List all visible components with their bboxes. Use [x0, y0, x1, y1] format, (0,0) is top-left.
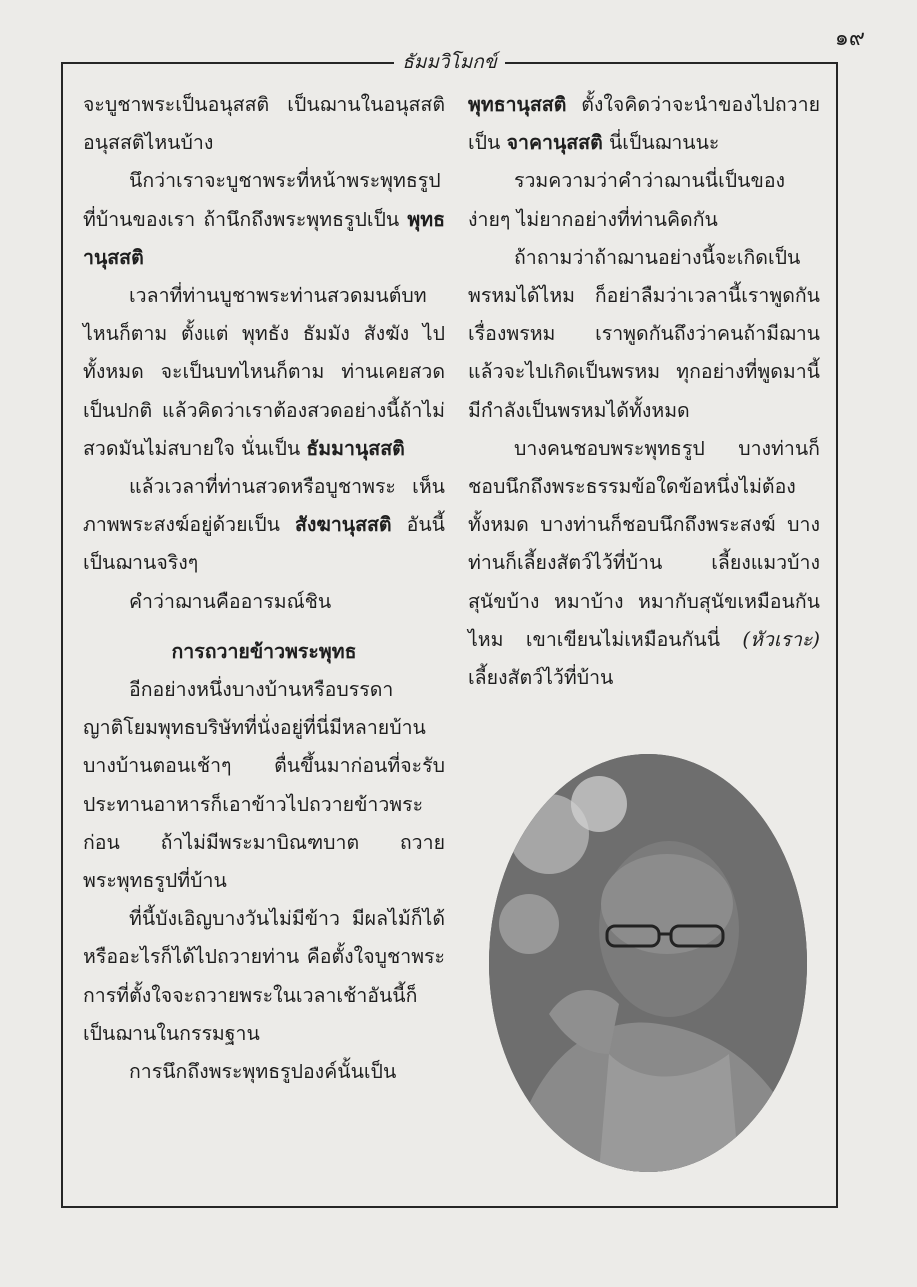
paragraph: การนึกถึงพระพุทธรูปองค์นั้นเป็น: [129, 1060, 397, 1084]
paragraph: บางคนชอบพระพุทธรูป บางท่านก็ชอบนึกถึงพระธรรมข้อใดข้อหนึ่งไม่ต้องทั้งหมด บางท่านก็ชอบนึกถึงพระสงฆ์ บางท่านก็เลี้ยงสัตว์ไว้ที่บ้าน เลี้ยงแมวบ้าง สุนัขบ้าง หมาบ้าง หมากับสุนัขเหมือนกันไหม เขาเขียนไม่เหมือนกันนี่ (หัวเราะ) เลี้ยงสัตว์ไว้ที่บ้าน: [468, 436, 820, 690]
paragraph: เวลาที่ท่านบูชาพระท่านสวดมนต์บทไหนก็ตาม ตั้งแต่ พุทธัง ธัมมัง สังฆัง ไปทั้งหมด จะเป็นบทไหนก็ตาม ท่านเคยสวดเป็นปกติ แล้วคิดว่าเราต้องสวดอย่างนี้ถ้าไม่สวดมันไม่สบายใจ นั่นเป็น ธัมมานุสสติ: [83, 284, 445, 460]
monk-portrait-photo: [489, 754, 807, 1172]
left-column: [83, 86, 445, 1091]
section-heading: การถวายข้าวพระพุทธ: [171, 639, 357, 663]
running-header: [63, 50, 836, 74]
paragraph: ที่นี้บังเอิญบางวันไม่มีข้าว มีผลไม้ก็ได้ หรืออะไรก็ได้ไปถวายท่าน คือตั้งใจบูชาพระ การที่ตั้งใจจะถวายพระในเวลาเช้าอันนี้ก็เป็นฌานในกรรมฐาน: [83, 907, 445, 1045]
paragraph: คำว่าฌานคืออารมณ์ชิน: [129, 589, 332, 613]
page-number: ๑๙: [834, 26, 865, 51]
paragraph: อีกอย่างหนึ่งบางบ้านหรือบรรดาญาติโยมพุทธบริษัทที่นั่งอยู่ที่นี่มีหลายบ้าน บางบ้านตอนเช้าๆ ตื่นขึ้นมาก่อนที่จะรับประทานอาหารก็เอาข้าวไปถวายข้าวพระก่อน ถ้าไม่มีพระมาบิณฑบาต ถวายพระพุทธรูปที่บ้าน: [83, 678, 445, 893]
paragraph: รวมความว่าคำว่าฌานนี่เป็นของง่ายๆ ไม่ยากอย่างที่ท่านคิดกัน: [468, 169, 786, 231]
portrait-illustration: [489, 754, 807, 1172]
paragraph: จะบูชาพระเป็นอนุสสติ เป็นฌานในอนุสสติ อนุสสติไหนบ้าง: [83, 93, 445, 155]
paragraph: นึกว่าเราจะบูชาพระที่หน้าพระพุทธรูปที่บ้านของเรา ถ้านึกถึงพระพุทธรูปเป็น พุทธานุสสติ: [83, 169, 446, 269]
content-frame: [61, 51, 838, 1208]
paragraph: ถ้าถามว่าถ้าฌานอย่างนี้จะเกิดเป็นพรหมได้ไหม ก็อย่าลืมว่าเวลานี้เราพูดกันเรื่องพรหม เราพูดกันถึงว่าคนถ้ามีฌานแล้วจะไปเกิดเป็นพรหม ทุกอย่างที่พูดมานี้มีกำลังเป็นพรหมได้ทั้งหมด: [468, 245, 820, 422]
running-header-title: ธัมมวิโมกข์: [394, 51, 505, 73]
paragraph: พุทธานุสสติ ตั้งใจคิดว่าจะนำของไปถวายเป็น จาคานุสสติ นี่เป็นฌานนะ: [468, 93, 820, 155]
right-column: [468, 86, 820, 697]
paragraph: แล้วเวลาที่ท่านสวดหรือบูชาพระ เห็นภาพพระสงฆ์อยู่ด้วยเป็น สังฆานุสสติ อันนี้เป็นฌานจริงๆ: [83, 475, 445, 575]
